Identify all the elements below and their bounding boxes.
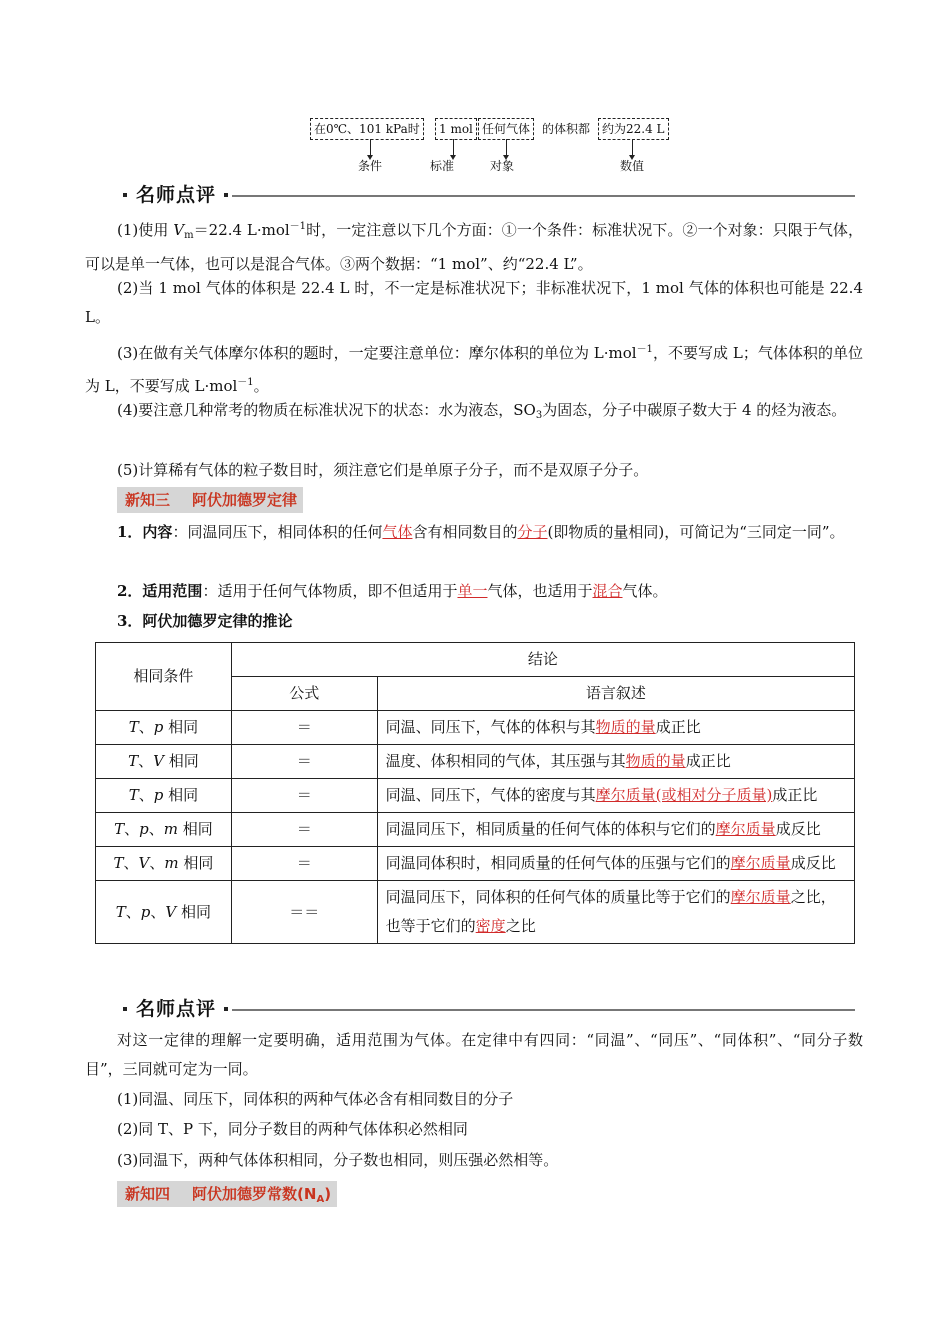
comment2-paragraph-0: 对这一定律的理解一定要明确，适用范围为气体。在定律中有四同：“同温”、“同压”、“同体积”、“同分子数目”，三同就可定为一同。	[85, 1031, 863, 1078]
comment1-paragraph-2: (2)当 1 mol 气体的体积是 22.4 L 时，不一定是标准状况下；非标准状况下，1 mol 气体的体积也可能是 22.4 L。	[85, 279, 863, 326]
diagram-label-condition: 条件	[358, 159, 383, 173]
avogadro-corollary-table	[95, 642, 855, 944]
diagram-box-object: 任何气体	[478, 118, 534, 140]
diagram-arrow	[506, 139, 507, 157]
diagram-box-standard: 1 mol	[435, 118, 477, 140]
diagram-arrow	[453, 139, 454, 157]
table-cell-condition: T、V 相同	[96, 745, 232, 779]
comment2-paragraph-2: (2)同 T、P 下，同分子数目的两种气体体积必然相同	[117, 1120, 468, 1138]
comment1-paragraph-3: (3)在做有关气体摩尔体积的题时，一定要注意单位：摩尔体积的单位为 L·mol$^{-1}$，不要写成 L；气体体积的单位为 L，不要写成 L·mol$^{-1}$。	[85, 344, 863, 395]
table-cell-formula: ＝	[231, 745, 377, 779]
table-cell-condition: T、p 相同	[96, 711, 232, 745]
table-header-statement: 语言叙述	[377, 677, 854, 711]
comment1-paragraph-1: (1)使用 $V_m=22.4$ L·mol$^{-1}$时，一定注意以下几个方面：①一个条件：标准状况下。②一个对象：只限于气体，可以是单一气体，也可以是混合气体。③两个数据：“1 mol”、约“22.4 L”。	[85, 221, 863, 273]
table-row	[96, 881, 855, 944]
bullet-square-icon	[123, 1007, 127, 1011]
table-cell-condition: T、V、m 相同	[96, 847, 232, 881]
section-3-item-2: 2．适用范围：适用于任何气体物质，即不但适用于单一气体，也适用于混合气体。	[117, 582, 668, 600]
table-cell-statement: 同温同体积时，相同质量的任何气体的压强与它们的摩尔质量成反比	[377, 847, 854, 881]
table-row	[96, 711, 855, 745]
table-header-condition: 相同条件	[96, 643, 232, 711]
diagram-arrow	[370, 139, 371, 157]
table-row	[96, 813, 855, 847]
molar-volume-diagram	[310, 118, 670, 178]
section-4-heading: 阿伏加德罗常数$(N_A)$	[192, 1185, 332, 1205]
diagram-box-condition: 在0℃、101 kPa时	[310, 118, 424, 140]
comment1-paragraph-5: (5)计算稀有气体的粒子数目时，须注意它们是单原子分子，而不是双原子分子。	[117, 461, 649, 479]
table-cell-formula: ＝	[231, 711, 377, 745]
teacher-comment-header	[120, 996, 855, 1022]
bullet-square-icon	[224, 193, 228, 197]
table-cell-formula: ＝	[231, 813, 377, 847]
bullet-square-icon	[224, 1007, 228, 1011]
bullet-square-icon	[123, 193, 127, 197]
table-cell-condition: T、p、V 相同	[96, 881, 232, 944]
table-row	[96, 745, 855, 779]
diagram-label-standard: 标准	[430, 159, 455, 173]
header-rule	[232, 195, 855, 197]
table-header-formula: 公式	[231, 677, 377, 711]
section-4-label: 新知四	[125, 1185, 171, 1203]
table-cell-statement: 同温、同压下，气体的体积与其物质的量成正比	[377, 711, 854, 745]
table-row	[96, 847, 855, 881]
table-cell-formula: ＝＝	[231, 881, 377, 944]
table-header-row	[96, 643, 855, 677]
section-4-title	[117, 1181, 337, 1207]
comment1-paragraph-4: (4)要注意几种常考的物质在标准状况下的状态：水为液态，$SO_3$为固态，分子中碳原子数大于 4 的烃为液态。	[117, 401, 847, 421]
section-3-heading: 阿伏加德罗定律	[192, 491, 298, 509]
teacher-comment-title: 名师点评	[136, 998, 217, 1020]
diagram-label-object: 对象	[490, 159, 515, 173]
diagram-label-value: 数值	[620, 159, 645, 173]
teacher-comment-title: 名师点评	[136, 184, 217, 206]
table-cell-condition: T、p、m 相同	[96, 813, 232, 847]
table-cell-statement: 温度、体积相同的气体，其压强与其物质的量成正比	[377, 745, 854, 779]
table-cell-formula: ＝	[231, 779, 377, 813]
section-3-item-3: 3．阿伏加德罗定律的推论	[117, 612, 293, 630]
diagram-middle-text: 的体积都	[542, 122, 591, 136]
section-3-title	[117, 487, 303, 513]
table-cell-statement: 同温同压下，相同质量的任何气体的体积与它们的摩尔质量成反比	[377, 813, 854, 847]
header-rule	[232, 1009, 855, 1011]
comment2-paragraph-1: (1)同温、同压下，同体积的两种气体必含有相同数目的分子	[117, 1090, 514, 1108]
section-3-item-1: 1．内容：同温同压下，相同体积的任何气体含有相同数目的分子(即物质的量相同)，可简记为“三同定一同”。	[117, 523, 845, 541]
table-cell-condition: T、p 相同	[96, 779, 232, 813]
table-header-conclusion: 结论	[231, 643, 854, 677]
teacher-comment-header	[120, 182, 855, 208]
table-cell-statement: 同温、同压下，气体的密度与其摩尔质量(或相对分子质量)成正比	[377, 779, 854, 813]
section-3-label: 新知三	[125, 491, 171, 509]
table-cell-statement: 同温同压下，同体积的任何气体的质量比等于它们的摩尔质量之比，也等于它们的密度之比	[377, 881, 854, 944]
table-cell-formula: ＝	[231, 847, 377, 881]
table-row	[96, 779, 855, 813]
comment2-paragraph-3: (3)同温下，两种气体体积相同，分子数也相同，则压强必然相等。	[117, 1151, 559, 1169]
diagram-arrow	[632, 139, 633, 157]
diagram-box-value: 约为22.4 L	[598, 118, 669, 140]
